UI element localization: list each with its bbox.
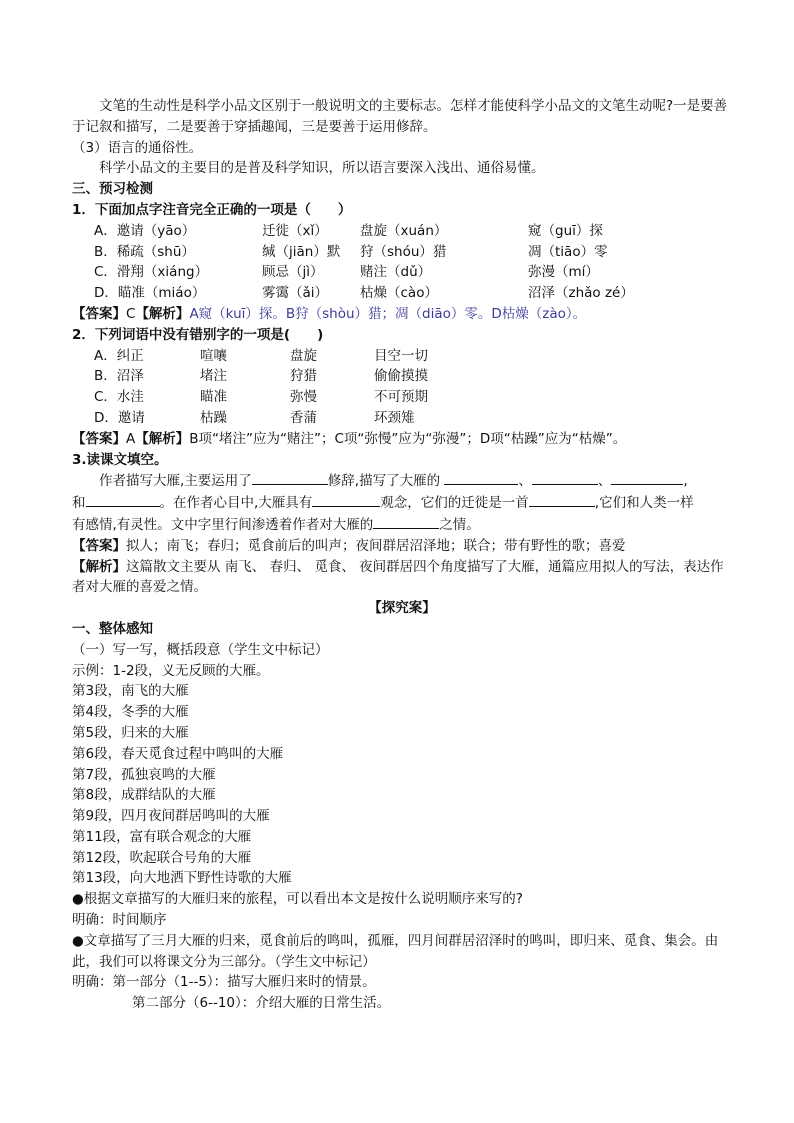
analysis-tag: 【解析】 <box>135 305 190 322</box>
analysis-text: A窥（kuī）探。B狩（shòu）猎；凋（diāo）零。D枯燥（zào）。 <box>189 305 587 322</box>
option-cell: 狩猎 <box>290 368 317 385</box>
answer-text: 拟人；南飞；春归；觅食前后的叫声；夜间群居沼泽地；联合；带有野性的歌；喜爱 <box>126 537 626 554</box>
paragraph-summary-item: 第5段，归来的大雁 <box>72 724 189 741</box>
question-1-option-a <box>72 221 732 242</box>
option-cell: 盘旋（xuán） <box>360 222 448 239</box>
answer-tag: 【答案】 <box>72 537 126 554</box>
question-2-stem: 2．下列词语中没有错别字的一项是( ) <box>72 326 324 343</box>
question-1-option-b <box>72 242 732 263</box>
fill-text: 。在作者心目中,大雁具有 <box>159 495 313 512</box>
paragraph-summary-item: 第4段，冬季的大雁 <box>72 704 189 721</box>
analysis-tag: 【解析】 <box>135 430 190 447</box>
fill-text: 和 <box>72 495 86 512</box>
option-cell: 喧嚷 <box>200 347 227 364</box>
analysis-text: 这篇散文主要从 南飞、 春归、 觅食、 夜间群居四个角度描写了大雁，通篇应用拟人的写法，表达作者对大雁的喜爱之情。 <box>72 558 724 596</box>
analysis-tag: 【解析】 <box>72 558 126 575</box>
option-cell: 盘旋 <box>290 347 317 364</box>
fill-text: 、 <box>518 473 532 490</box>
question-1-option-c <box>72 262 732 283</box>
question-text-parts: ●文章描写了三月大雁的归来，觅食前后的鸣叫，孤雁，四月间群居沼泽时的鸣叫，即归来、觅食、集会。由此，我们可以将课文分为三部分。（学生文中标记） <box>72 932 719 970</box>
paragraph-summary-item: 示例：1-2段，义无反顾的大雁。 <box>72 662 270 679</box>
option-cell: 顾忌（jì） <box>262 264 324 281</box>
option-cell: B．稀疏（shū） <box>94 243 195 260</box>
fill-text: 作者描写大雁,主要运用了 <box>99 473 252 490</box>
fill-blank[interactable] <box>252 470 328 485</box>
question-3-fill-line-1: 作者描写大雁,主要运用了 修辞,描写了大雁的 、 、 , <box>72 470 732 492</box>
option-cell: 迁徙（xǐ） <box>262 222 328 239</box>
question-explanation-order: ●根据文章描写的大雁归来的旅程，可以看出本文是按什么说明顺序来写的? <box>72 891 523 908</box>
question-3-fill-line-3: 有感情,有灵性。文中字里行间渗透着作者对大雁的 之情。 <box>72 514 732 536</box>
question-2-answer <box>72 429 732 450</box>
option-cell: 环颈雉 <box>374 409 415 426</box>
option-cell: 偷偷摸摸 <box>374 368 428 385</box>
fill-blank[interactable] <box>529 492 595 507</box>
option-cell: A．邀请（yāo） <box>94 222 196 239</box>
explore-heading: 【探究案】 <box>368 600 436 617</box>
fill-blank[interactable] <box>444 470 518 485</box>
option-cell: 赌注（dǔ） <box>360 264 432 281</box>
section-title-overall-perception: 一、整体感知 <box>72 620 153 637</box>
option-cell: 窥（guī）探 <box>528 222 603 239</box>
subsection-paragraph-summary: （一）写一写，概括段意（学生文中标记） <box>72 641 329 658</box>
option-cell: 弥漫（mí） <box>528 264 599 281</box>
option-cell: D．邀请 <box>94 409 145 426</box>
option-cell: C．水洼 <box>94 389 144 406</box>
fill-blank[interactable] <box>532 470 598 485</box>
question-3-fill-line-2: 和 。在作者心目中,大雁具有 观念，它们的迁徙是一首 ,它们和人类一样 <box>72 492 732 514</box>
option-cell: B．沼泽 <box>94 368 144 385</box>
fill-blank[interactable] <box>86 492 160 507</box>
option-cell: 香蒲 <box>290 409 317 426</box>
paragraph-summary-item: 第8段，成群结队的大雁 <box>72 787 216 804</box>
option-cell: 堵注 <box>200 368 227 385</box>
option-cell: D．瞄准（miáo） <box>94 285 206 302</box>
fill-text: 修辞,描写了大雁的 <box>327 473 441 490</box>
option-cell: 狩（shóu）猎 <box>360 243 447 260</box>
answer-tag: 【答案】 <box>72 305 126 322</box>
question-3-answer <box>72 536 732 557</box>
intro-paragraph-vividness: 文笔的生动性是科学小品文区别于一般说明文的主要标志。怎样才能使科学小品文的文笔生动呢?一是要善于记叙和描写，二是要善于穿插趣闻，三是要善于运用修辞。 <box>72 98 728 135</box>
answer-part-2: 第二部分（6--10）：介绍大雁的日常生活。 <box>132 995 391 1012</box>
answer-letter: A <box>126 430 136 447</box>
question-2-option-a <box>72 346 732 367</box>
option-cell: 雾霭（ǎi） <box>262 285 329 302</box>
paragraph-summary-item: 第12段，吹起联合号角的大雁 <box>72 849 252 866</box>
option-cell: 缄（jiān）默 <box>262 243 341 260</box>
intro-paragraph-language: 科学小品文的主要目的是普及科学知识，所以语言要深入浅出、通俗易懂。 <box>99 160 545 177</box>
option-cell: 目空一切 <box>374 347 428 364</box>
question-2-option-d <box>72 408 732 429</box>
fill-blank[interactable] <box>312 492 380 507</box>
answer-explanation-order: 明确：时间顺序 <box>72 912 167 929</box>
option-cell: 不可预期 <box>374 389 428 406</box>
paragraph-summary-item: 第7段，孤独哀鸣的大雁 <box>72 766 216 783</box>
document-page <box>72 96 732 1014</box>
fill-text: 之情。 <box>439 516 480 533</box>
option-cell: 枯躁 <box>200 409 227 426</box>
question-2-option-c <box>72 387 732 408</box>
option-cell: 瞄准 <box>200 389 227 406</box>
answer-letter: C <box>126 305 136 322</box>
question-3-stem: 3.读课文填空。 <box>72 451 168 468</box>
paragraph-summary-item: 第13段，向大地洒下野性诗歌的大雁 <box>72 870 292 887</box>
option-cell: 弥慢 <box>290 389 317 406</box>
option-cell: 沼泽（zhǎo zé） <box>528 285 634 302</box>
fill-blank[interactable] <box>373 514 439 529</box>
question-1-stem: 1．下面加点字注音完全正确的一项是（ ） <box>72 201 352 218</box>
analysis-text: B项“堵注”应为“赌注”；C项“弥慢”应为“弥漫”；D项“枯躁”应为“枯燥”。 <box>189 430 627 447</box>
paragraph-summary-item: 第9段，四月夜间群居鸣叫的大雁 <box>72 808 270 825</box>
question-2-option-b <box>72 366 732 387</box>
answer-tag: 【答案】 <box>72 430 126 447</box>
answer-part-1: 明确：第一部分（1--5）：描写大雁归来时的情景。 <box>72 974 376 991</box>
question-1-option-d <box>72 283 732 304</box>
option-cell: C．滑翔（xiáng） <box>94 264 209 281</box>
intro-item-popular-language: （3）语言的通俗性。 <box>72 139 203 156</box>
option-cell: A．纠正 <box>94 347 144 364</box>
fill-blank[interactable] <box>611 470 683 485</box>
paragraph-summary-item: 第3段，南飞的大雁 <box>72 683 189 700</box>
fill-text: 、 <box>597 473 612 490</box>
option-cell: 凋（tiāo）零 <box>528 243 608 260</box>
fill-text: 观念，它们的迁徙是一首 <box>380 495 529 512</box>
question-3-analysis <box>72 557 732 599</box>
section-title-preview-check: 三、预习检测 <box>72 181 153 198</box>
paragraph-summary-item: 第11段，富有联合观念的大雁 <box>72 828 252 845</box>
paragraph-summary-item: 第6段，春天觅食过程中鸣叫的大雁 <box>72 745 284 762</box>
option-cell: 枯燥（cào） <box>360 285 438 302</box>
question-1-answer <box>72 304 732 325</box>
